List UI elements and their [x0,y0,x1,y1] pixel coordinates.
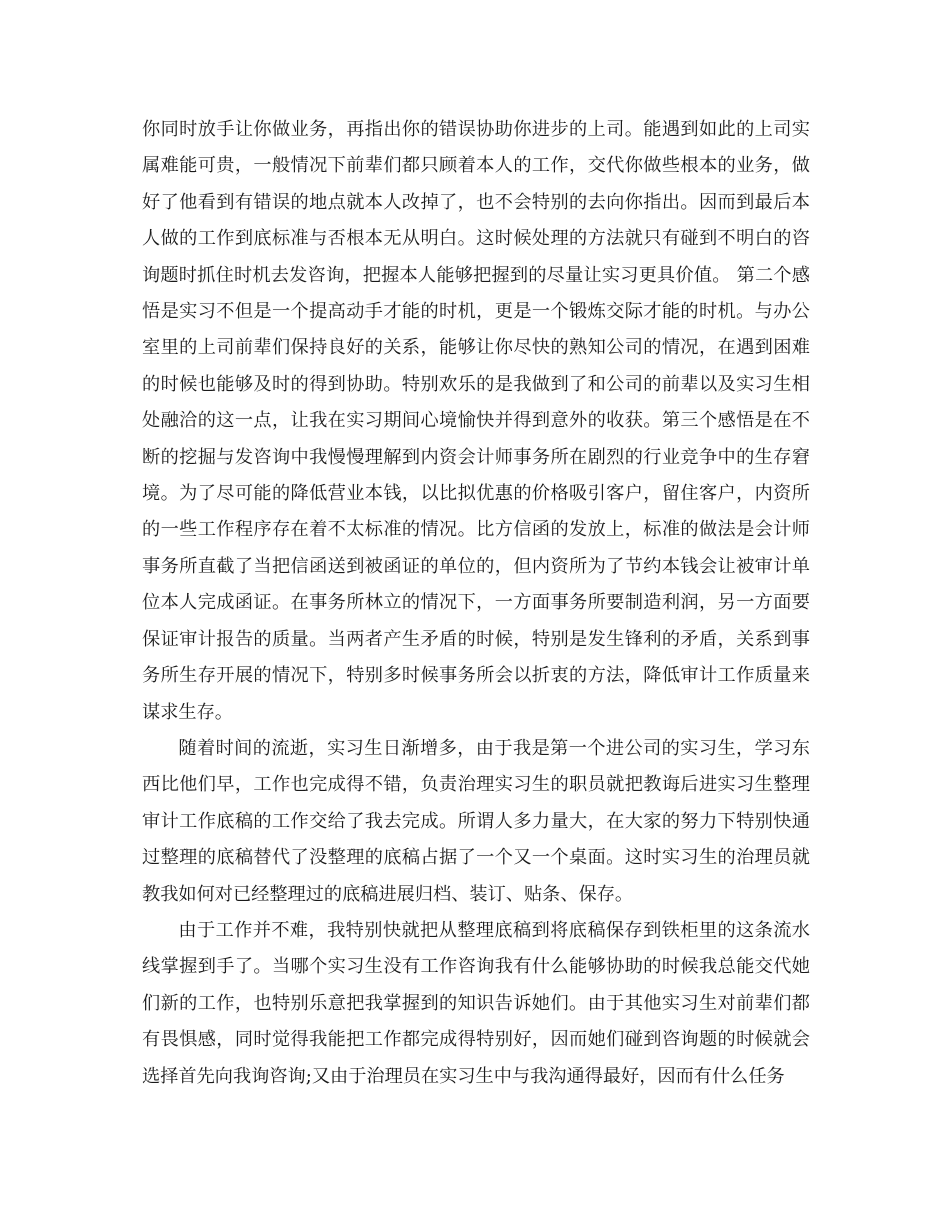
document-body [142,112,810,1095]
paragraph-continued: 你同时放手让你做业务，再指出你的错误协助你进步的上司。能遇到如此的上司实属难能可贵，一般情况下前辈们都只顾着本人的工作，交代你做些根本的业务，做好了他看到有错误的地点就本人改掉了，也不会特别的去向你指出。因而到最后本人做的工作到底标准与否根本无从明白。这时候处理的方法就只有碰到不明白的咨询题时抓住时机去发咨询，把握本人能够把握到的尽量让实习更具价值。 第二个感悟是实习不但是一个提高动手才能的时机，更是一个锻炼交际才能的时机。与办公室里的上司前辈们保持良好的关系，能够让你尽快的熟知公司的情况，在遇到困难的时候也能够及时的得到协助。特别欢乐的是我做到了和公司的前辈以及实习生相处融洽的这一点，让我在实习期间心境愉快并得到意外的收获。第三个感悟是在不断的挖掘与发咨询中我慢慢理解到内资会计师事务所在剧烈的行业竞争中的生存窘境。为了尽可能的降低营业本钱，以比拟优惠的价格吸引客户，留住客户，内资所的一些工作程序存在着不太标准的情况。比方信函的发放上，标准的做法是会计师事务所直截了当把信函送到被函证的单位的，但内资所为了节约本钱会让被审计单位本人完成函证。在事务所林立的情况下，一方面事务所要制造利润，另一方面要保证审计报告的质量。当两者产生矛盾的时候，特别是发生锋利的矛盾，关系到事务所生存开展的情况下，特别多时候事务所会以折衷的方法，降低审计工作质量来谋求生存。 [142,119,810,723]
paragraph: 由于工作并不难，我特别快就把从整理底稿到将底稿保存到铁柜里的这条流水线掌握到手了。当哪个实习生没有工作咨询我有什么能够协助的时候我总能交代她们新的工作，也特别乐意把我掌握到的知识告诉她们。由于其他实习生对前辈们都有畏惧感，同时觉得我能把工作都完成得特别好，因而她们碰到咨询题的时候就会选择首先向我询咨询;又由于治理员在实习生中与我沟通得最好，因而有什么任务 [142,919,810,1087]
paragraph: 随着时间的流逝，实习生日渐增多，由于我是第一个进公司的实习生，学习东西比他们早，工作也完成得不错，负责治理实习生的职员就把教诲后进实习生整理审计工作底稿的工作交给了我去完成。所谓人多力量大，在大家的努力下特别快通过整理的底稿替代了没整理的底稿占据了一个又一个桌面。这时实习生的治理员就教我如何对已经整理过的底稿进展归档、装订、贴条、保存。 [142,737,810,905]
